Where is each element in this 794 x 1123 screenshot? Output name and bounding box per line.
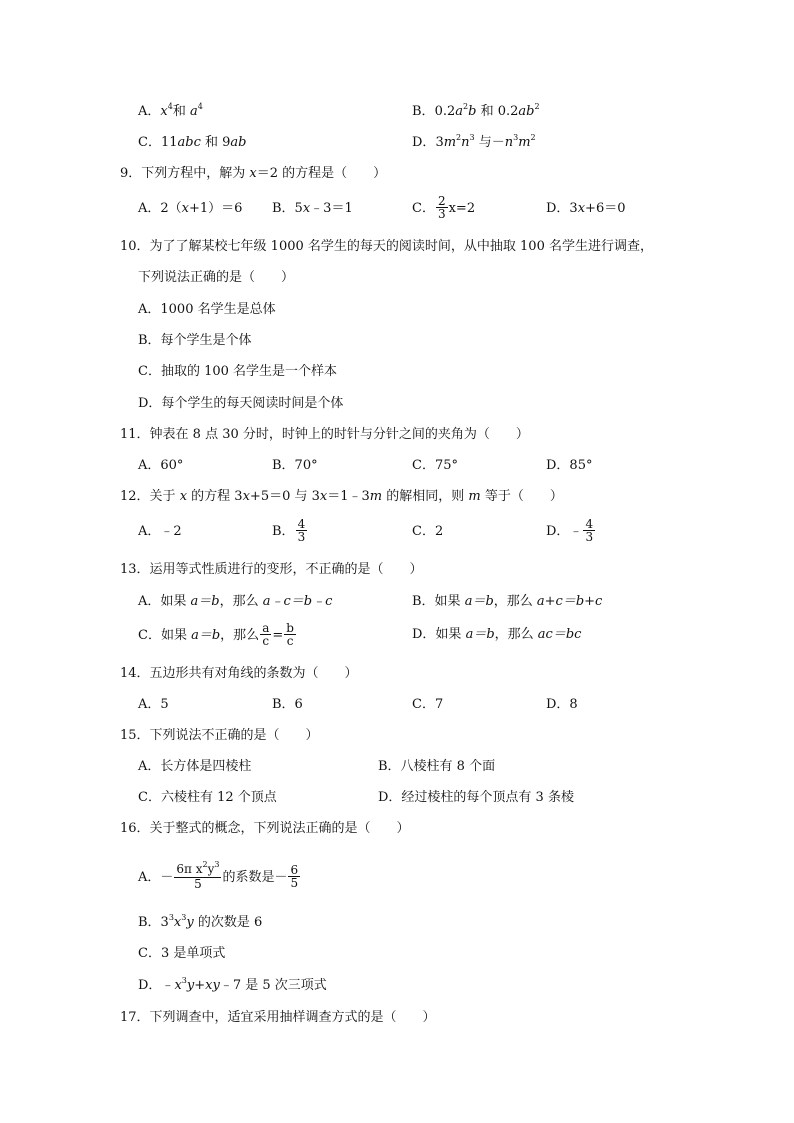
q17-stem: 17．下列调查中，适宜采用抽样调查方式的是（ ）	[120, 1010, 436, 1025]
q15-option-c: C．六棱柱有 12 个顶点	[138, 790, 277, 805]
q13-option-c: C．如果 a＝b，那么 $\frac{a}{c}$ = $\frac{b}{c}$	[138, 621, 294, 648]
q14-option-c: C．7	[412, 697, 444, 712]
q11-option-d: D．85°	[546, 458, 593, 473]
q16-option-c: C．3 是单项式	[138, 946, 226, 961]
q15-option-b: B．八棱柱有 8 个面	[378, 759, 496, 774]
q14-option-d: D．8	[546, 697, 578, 712]
q9-option-a: A．2（x+1）＝6	[138, 201, 243, 216]
q10-option-d: D．每个学生的每天阅读时间是个体	[138, 396, 344, 411]
q15-stem: 15．下列说法不正确的是（ ）	[120, 728, 319, 743]
fraction: $\frac{4}{3}$	[585, 517, 594, 544]
q12-option-a: A．﹣2	[138, 524, 182, 539]
q10-option-b: B．每个学生是个体	[138, 333, 252, 348]
q11-stem: 11．钟表在 8 点 30 分时，时钟上的时针与分针之间的夹角为（ ）	[120, 427, 529, 442]
q11-option-b: B．70°	[272, 458, 318, 473]
q16-stem: 16．关于整式的概念，下列说法正确的是（ ）	[120, 821, 410, 836]
q8-option-c: C．11abc 和 9ab	[138, 135, 247, 150]
fraction: $\frac{6}{5}$	[290, 863, 299, 890]
q9-option-c: C． $\frac{2}{3}$ x=2	[412, 194, 476, 221]
q13-option-d: D．如果 a＝b，那么 ac＝bc	[412, 627, 582, 642]
q10-stem-line1: 10．为了了解某校七年级 1000 名学生的每天的阅读时间，从中抽取 100 名学生进行调查，	[120, 239, 653, 254]
q9-option-d: D．3x+6＝0	[546, 201, 626, 216]
q10-option-c: C．抽取的 100 名学生是一个样本	[138, 364, 338, 379]
q11-option-a: A．60°	[138, 458, 184, 473]
q10-stem-line2: 下列说法正确的是（ ）	[138, 270, 295, 285]
q9-option-b: B．5x﹣3＝1	[272, 201, 353, 216]
q8-option-b: B．$0.2a^2b$ 和 $0.2ab^2$	[412, 102, 540, 119]
q12-stem: 12．关于 x 的方程 3x+5＝0 与 3x＝1﹣3m 的解相同，则 m 等于（ ）	[120, 489, 563, 504]
q8-option-a: A．$x^4$和 $a^4$	[138, 102, 203, 119]
fraction: $\frac{4}{3}$	[297, 517, 306, 544]
q15-option-a: A．长方体是四棱柱	[138, 759, 252, 774]
q12-option-b: B． $\frac{4}{3}$	[272, 517, 306, 544]
q9-stem: 9．下列方程中，解为 x＝2 的方程是（ ）	[120, 166, 387, 181]
q14-stem: 14．五边形共有对角线的条数为（ ）	[120, 666, 358, 681]
q12-option-d: D．﹣ $\frac{4}{3}$	[546, 517, 594, 544]
q14-option-b: B．6	[272, 697, 303, 712]
q14-option-a: A．5	[138, 697, 169, 712]
fraction: $\frac{2}{3}$	[437, 194, 446, 221]
q16-option-a: A．－ $\frac{6\pi x^2y^3}{5}$ 的系数是－ $\frac{6}{5}$	[138, 860, 299, 891]
q13-option-b: B．如果 a＝b，那么 a+c＝b+c	[412, 594, 603, 609]
fraction: $\frac{b}{c}$	[286, 621, 294, 648]
q16-option-b: B．$3^3x^3y$ 的次数是 6	[138, 913, 263, 930]
q15-option-d: D．经过棱柱的每个顶点有 3 条棱	[378, 790, 574, 805]
q8-option-d: D．$3m^2n^3$ 与$-n^3m^2$	[412, 133, 536, 150]
q10-option-a: A．1000 名学生是总体	[138, 302, 276, 317]
q12-option-c: C．2	[412, 524, 444, 539]
q13-stem: 13．运用等式性质进行的变形，不正确的是（ ）	[120, 562, 423, 577]
q16-option-d: D．$﹣x^3y+xy﹣7$ 是 5 次三项式	[138, 976, 327, 993]
fraction: $\frac{6\pi x^2y^3}{5}$	[176, 860, 220, 891]
fraction: $\frac{a}{c}$	[262, 621, 270, 648]
q11-option-c: C．75°	[412, 458, 458, 473]
q13-option-a: A．如果 a＝b，那么 a﹣c＝b﹣c	[138, 594, 333, 609]
